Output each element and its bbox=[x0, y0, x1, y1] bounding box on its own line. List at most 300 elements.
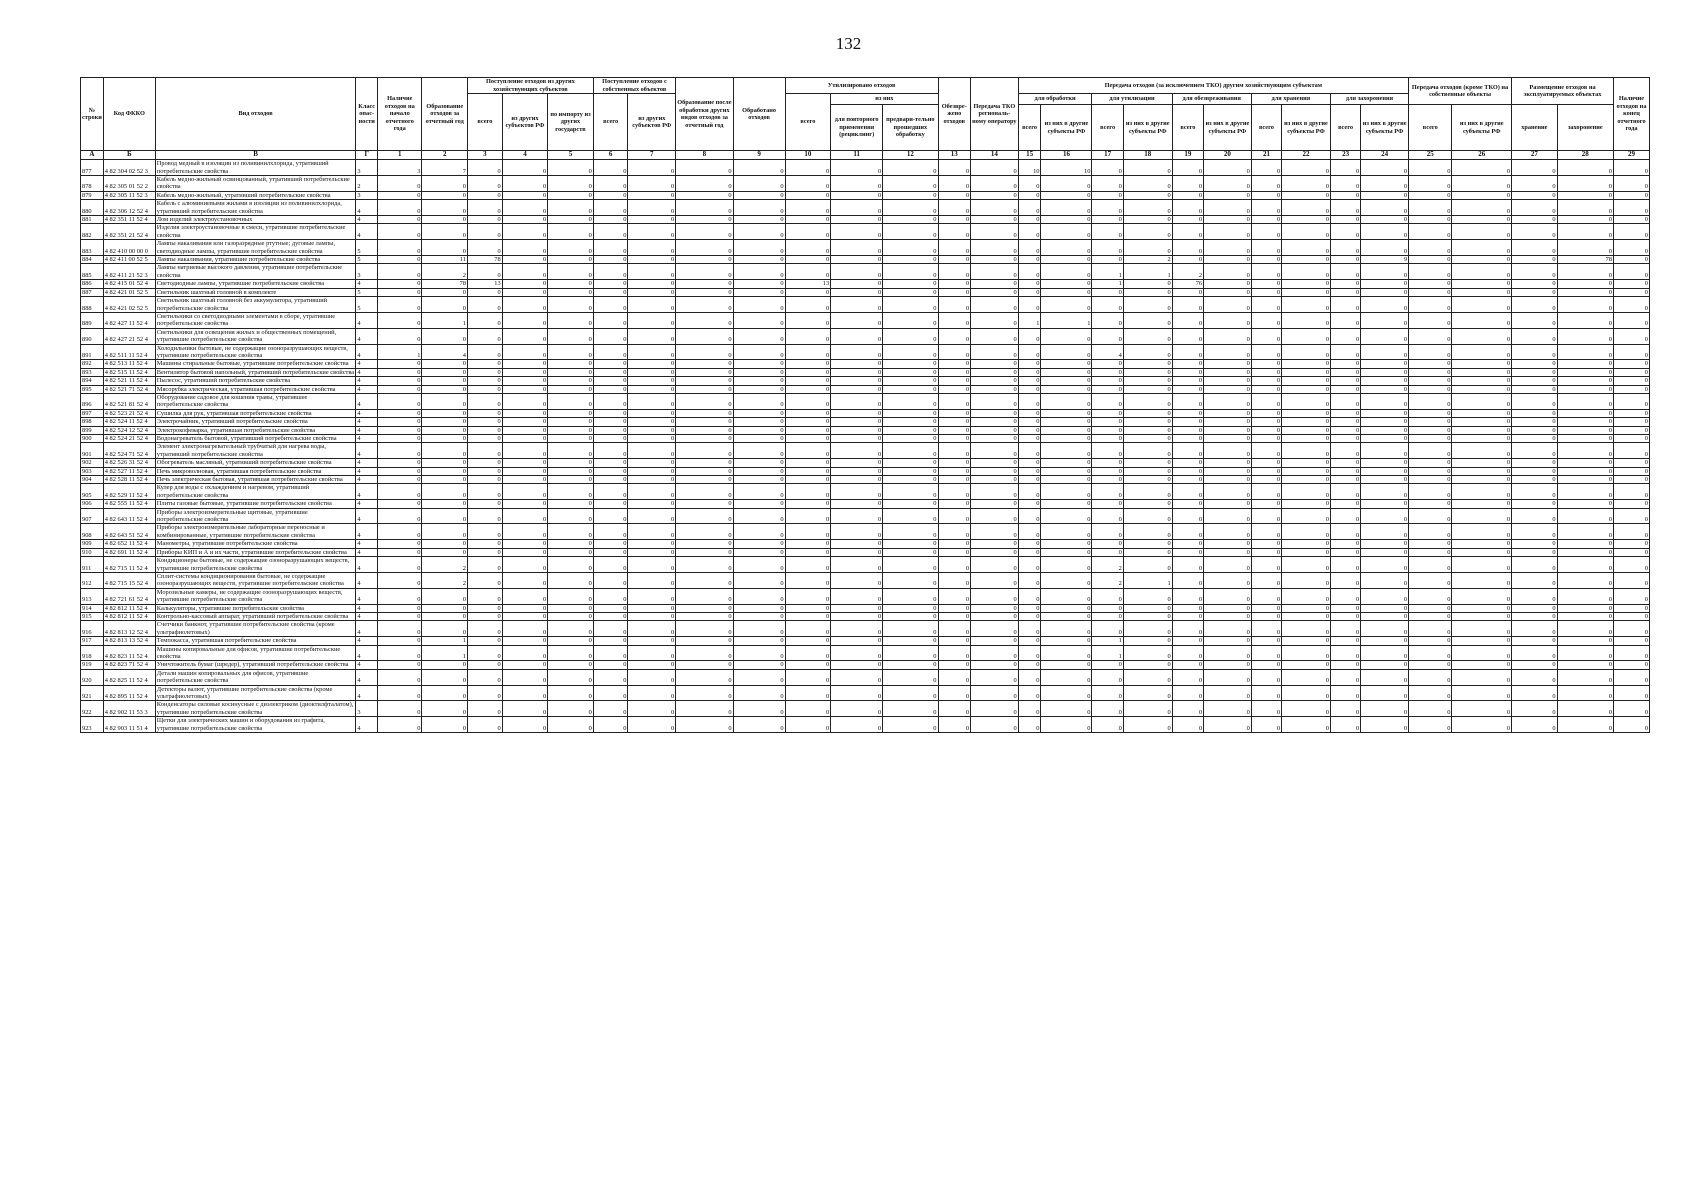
value-cell: 0 bbox=[1041, 328, 1092, 344]
column-number: 6 bbox=[593, 151, 628, 160]
value-cell: 0 bbox=[938, 621, 971, 637]
fkko-code: 4 82 410 00 00 0 bbox=[103, 240, 155, 256]
value-cell: 0 bbox=[1452, 508, 1512, 524]
value-cell: 0 bbox=[1092, 717, 1123, 733]
value-cell: 0 bbox=[1204, 216, 1252, 224]
header-burial: захоронение bbox=[1557, 105, 1613, 151]
value-cell: 0 bbox=[785, 418, 831, 426]
value-cell: 0 bbox=[1512, 508, 1558, 524]
value-cell: 0 bbox=[1092, 426, 1123, 434]
table-row bbox=[81, 328, 1650, 344]
value-cell: 0 bbox=[1452, 685, 1512, 701]
value-cell: 0 bbox=[502, 540, 548, 548]
value-cell: 0 bbox=[1018, 572, 1041, 588]
value-cell: 0 bbox=[1361, 160, 1409, 176]
value-cell: 0 bbox=[831, 435, 883, 443]
value-cell: 0 bbox=[1613, 484, 1649, 500]
value-cell: 0 bbox=[1123, 426, 1172, 434]
fkko-code: 4 82 524 11 52 4 bbox=[103, 418, 155, 426]
table-row bbox=[81, 297, 1650, 313]
value-cell: 0 bbox=[883, 377, 938, 385]
row-number: 886 bbox=[81, 280, 104, 288]
value-cell: 0 bbox=[1452, 661, 1512, 669]
value-cell: 0 bbox=[1512, 418, 1558, 426]
value-cell: 0 bbox=[1330, 557, 1360, 573]
table-row bbox=[81, 540, 1650, 548]
value-cell: 0 bbox=[733, 645, 785, 661]
value-cell: 0 bbox=[1282, 160, 1331, 176]
column-number: 25 bbox=[1409, 151, 1452, 160]
value-cell: 0 bbox=[1041, 240, 1092, 256]
value-cell: 0 bbox=[1251, 328, 1281, 344]
header-processed: Обработано отходов bbox=[733, 78, 785, 151]
value-cell: 0 bbox=[502, 572, 548, 588]
value-cell: 2 bbox=[422, 264, 468, 280]
value-cell: 0 bbox=[831, 524, 883, 540]
value-cell: 0 bbox=[971, 409, 1019, 417]
value-cell: 0 bbox=[1204, 191, 1252, 199]
value-cell: 0 bbox=[628, 548, 676, 556]
value-cell: 0 bbox=[378, 240, 422, 256]
value-cell: 0 bbox=[938, 557, 971, 573]
value-cell: 0 bbox=[1018, 426, 1041, 434]
value-cell: 0 bbox=[676, 548, 733, 556]
value-cell: 0 bbox=[676, 476, 733, 484]
value-cell: 0 bbox=[378, 459, 422, 467]
table-row bbox=[81, 685, 1650, 701]
value-cell: 2 bbox=[422, 557, 468, 573]
value-cell: 0 bbox=[1613, 685, 1649, 701]
value-cell: 0 bbox=[1361, 368, 1409, 376]
value-cell: 0 bbox=[676, 240, 733, 256]
value-cell: 0 bbox=[1409, 360, 1452, 368]
value-cell: 0 bbox=[785, 621, 831, 637]
value-cell: 0 bbox=[831, 612, 883, 620]
value-cell: 0 bbox=[971, 256, 1019, 264]
value-cell: 0 bbox=[1123, 224, 1172, 240]
value-cell: 0 bbox=[1092, 476, 1123, 484]
value-cell: 0 bbox=[1409, 661, 1452, 669]
value-cell: 0 bbox=[785, 524, 831, 540]
value-cell: 0 bbox=[971, 360, 1019, 368]
value-cell: 0 bbox=[378, 385, 422, 393]
table-row bbox=[81, 409, 1650, 417]
value-cell: 0 bbox=[883, 459, 938, 467]
value-cell: 0 bbox=[1172, 637, 1203, 645]
value-cell: 0 bbox=[628, 637, 676, 645]
value-cell: 0 bbox=[971, 669, 1019, 685]
value-cell: 0 bbox=[1613, 572, 1649, 588]
value-cell: 0 bbox=[1018, 476, 1041, 484]
value-cell: 0 bbox=[1282, 216, 1331, 224]
value-cell: 0 bbox=[1041, 200, 1092, 216]
value-cell: 0 bbox=[1330, 160, 1360, 176]
column-number: 18 bbox=[1123, 151, 1172, 160]
value-cell: 0 bbox=[1092, 409, 1123, 417]
value-cell: 0 bbox=[1330, 385, 1360, 393]
hazard-class: 5 bbox=[356, 288, 378, 296]
value-cell: 0 bbox=[1282, 717, 1331, 733]
value-cell: 0 bbox=[785, 377, 831, 385]
value-cell: 0 bbox=[733, 540, 785, 548]
value-cell: 0 bbox=[1452, 328, 1512, 344]
value-cell: 0 bbox=[1557, 500, 1613, 508]
value-cell: 0 bbox=[502, 637, 548, 645]
header-preprocessing: предвари-тельно прошедших обработку bbox=[883, 105, 938, 151]
value-cell: 0 bbox=[938, 685, 971, 701]
hazard-class: 4 bbox=[356, 418, 378, 426]
value-cell: 0 bbox=[422, 685, 468, 701]
value-cell: 0 bbox=[378, 435, 422, 443]
value-cell: 0 bbox=[1512, 224, 1558, 240]
fkko-code: 4 82 902 11 53 3 bbox=[103, 701, 155, 717]
value-cell: 0 bbox=[1172, 484, 1203, 500]
value-cell: 0 bbox=[1613, 216, 1649, 224]
value-cell: 0 bbox=[548, 426, 594, 434]
value-cell: 0 bbox=[1172, 312, 1203, 328]
value-cell: 0 bbox=[422, 669, 468, 685]
value-cell: 0 bbox=[1330, 459, 1360, 467]
value-cell: 0 bbox=[502, 297, 548, 313]
value-cell: 0 bbox=[1409, 717, 1452, 733]
header-start-stock: Наличие отходов на начало отчетного года bbox=[378, 78, 422, 151]
column-number: 15 bbox=[1018, 151, 1041, 160]
value-cell: 0 bbox=[785, 669, 831, 685]
hazard-class: 4 bbox=[356, 524, 378, 540]
column-number-row bbox=[81, 151, 1650, 160]
fkko-code: 4 82 643 51 52 4 bbox=[103, 524, 155, 540]
value-cell: 0 bbox=[1361, 685, 1409, 701]
fkko-code: 4 82 415 01 52 4 bbox=[103, 280, 155, 288]
waste-name: Плиты газовые бытовые, утратившие потребительские свойства bbox=[155, 500, 356, 508]
fkko-code: 4 82 521 11 52 4 bbox=[103, 377, 155, 385]
value-cell: 0 bbox=[1361, 297, 1409, 313]
value-cell: 0 bbox=[1123, 418, 1172, 426]
value-cell: 0 bbox=[938, 500, 971, 508]
value-cell: 0 bbox=[593, 191, 628, 199]
value-cell: 0 bbox=[628, 409, 676, 417]
value-cell: 0 bbox=[733, 476, 785, 484]
value-cell: 0 bbox=[548, 588, 594, 604]
fkko-code: 4 82 715 15 52 4 bbox=[103, 572, 155, 588]
value-cell: 0 bbox=[1123, 557, 1172, 573]
value-cell: 0 bbox=[883, 588, 938, 604]
value-cell: 0 bbox=[1282, 588, 1331, 604]
value-cell: 0 bbox=[1282, 508, 1331, 524]
value-cell: 0 bbox=[1282, 200, 1331, 216]
value-cell: 0 bbox=[1361, 604, 1409, 612]
value-cell: 0 bbox=[1282, 256, 1331, 264]
value-cell: 0 bbox=[1409, 200, 1452, 216]
value-cell: 0 bbox=[1512, 540, 1558, 548]
waste-name: Кабель с алюминиевыми жилами в изоляции из поливинилхлорида, утративший потребительские свойства bbox=[155, 200, 356, 216]
value-cell: 0 bbox=[1361, 176, 1409, 192]
value-cell: 0 bbox=[502, 409, 548, 417]
value-cell: 0 bbox=[548, 200, 594, 216]
value-cell: 0 bbox=[1251, 459, 1281, 467]
value-cell: 0 bbox=[628, 426, 676, 434]
value-cell: 0 bbox=[628, 701, 676, 717]
value-cell: 0 bbox=[1452, 540, 1512, 548]
value-cell: 0 bbox=[1172, 588, 1203, 604]
value-cell: 0 bbox=[1557, 368, 1613, 376]
value-cell: 0 bbox=[938, 701, 971, 717]
column-number: 16 bbox=[1041, 151, 1092, 160]
value-cell: 0 bbox=[1613, 368, 1649, 376]
value-cell: 0 bbox=[1251, 224, 1281, 240]
value-cell: 0 bbox=[422, 548, 468, 556]
value-cell: 0 bbox=[548, 604, 594, 612]
value-cell: 0 bbox=[1092, 467, 1123, 475]
value-cell: 0 bbox=[628, 280, 676, 288]
value-cell: 0 bbox=[1204, 443, 1252, 459]
value-cell: 0 bbox=[1123, 200, 1172, 216]
hazard-class: 4 bbox=[356, 572, 378, 588]
value-cell: 0 bbox=[1282, 385, 1331, 393]
header-after-processing: Образование после обработки других видов отходов за отчетный год bbox=[676, 78, 733, 151]
value-cell: 0 bbox=[676, 176, 733, 192]
value-cell: 0 bbox=[422, 588, 468, 604]
fkko-code: 4 82 813 12 52 4 bbox=[103, 621, 155, 637]
value-cell: 0 bbox=[676, 557, 733, 573]
waste-name: Изделия электроустановочные в смеси, утратившие потребительские свойства bbox=[155, 224, 356, 240]
hazard-class: 5 bbox=[356, 240, 378, 256]
value-cell: 0 bbox=[422, 360, 468, 368]
value-cell: 0 bbox=[938, 508, 971, 524]
value-cell: 0 bbox=[1409, 459, 1452, 467]
value-cell: 0 bbox=[1123, 191, 1172, 199]
value-cell: 0 bbox=[971, 637, 1019, 645]
value-cell: 0 bbox=[1172, 216, 1203, 224]
value-cell: 0 bbox=[548, 524, 594, 540]
value-cell: 1 bbox=[1092, 264, 1123, 280]
value-cell: 0 bbox=[883, 717, 938, 733]
waste-name: Лампы накаливания или газоразрядные ртутные; дуговые лампы, светодиодные лампы, утратившие потребительские свойства bbox=[155, 240, 356, 256]
value-cell: 0 bbox=[1409, 385, 1452, 393]
value-cell: 0 bbox=[1409, 621, 1452, 637]
value-cell: 0 bbox=[1251, 500, 1281, 508]
value-cell: 0 bbox=[1282, 409, 1331, 417]
value-cell: 0 bbox=[628, 508, 676, 524]
value-cell: 0 bbox=[883, 669, 938, 685]
value-cell: 0 bbox=[468, 200, 503, 216]
column-number: 22 bbox=[1282, 151, 1331, 160]
value-cell: 0 bbox=[1409, 435, 1452, 443]
value-cell: 0 bbox=[628, 216, 676, 224]
value-cell: 0 bbox=[831, 661, 883, 669]
value-cell: 0 bbox=[1018, 645, 1041, 661]
value-cell: 0 bbox=[831, 467, 883, 475]
table-row bbox=[81, 637, 1650, 645]
header-for-utilization: для утилизации bbox=[1092, 94, 1172, 105]
hazard-class: 4 bbox=[356, 328, 378, 344]
row-number: 883 bbox=[81, 240, 104, 256]
value-cell: 0 bbox=[1512, 328, 1558, 344]
value-cell: 0 bbox=[785, 160, 831, 176]
value-cell: 0 bbox=[1361, 508, 1409, 524]
row-number: 897 bbox=[81, 409, 104, 417]
value-cell: 0 bbox=[971, 191, 1019, 199]
value-cell: 0 bbox=[1409, 524, 1452, 540]
value-cell: 0 bbox=[1041, 297, 1092, 313]
value-cell: 0 bbox=[971, 612, 1019, 620]
value-cell: 0 bbox=[628, 240, 676, 256]
value-cell: 10 bbox=[1018, 160, 1041, 176]
fkko-code: 4 82 523 21 52 4 bbox=[103, 409, 155, 417]
value-cell: 0 bbox=[502, 385, 548, 393]
value-cell: 0 bbox=[1251, 344, 1281, 360]
value-cell: 0 bbox=[628, 328, 676, 344]
value-cell: 0 bbox=[1557, 717, 1613, 733]
value-cell: 0 bbox=[1123, 435, 1172, 443]
value-cell: 0 bbox=[1512, 264, 1558, 280]
waste-name: Щетки для электрических машин и оборудования из графита, утратившие потребительские свойства bbox=[155, 717, 356, 733]
column-number: 2 bbox=[422, 151, 468, 160]
hazard-class: 4 bbox=[356, 377, 378, 385]
value-cell: 0 bbox=[628, 393, 676, 409]
value-cell: 0 bbox=[1123, 637, 1172, 645]
value-cell: 0 bbox=[883, 572, 938, 588]
value-cell: 0 bbox=[785, 200, 831, 216]
row-number: 906 bbox=[81, 500, 104, 508]
value-cell: 0 bbox=[548, 443, 594, 459]
hazard-class: 4 bbox=[356, 621, 378, 637]
value-cell: 0 bbox=[1172, 256, 1203, 264]
value-cell: 0 bbox=[1172, 368, 1203, 376]
fkko-code: 4 82 421 02 52 5 bbox=[103, 297, 155, 313]
table-header bbox=[81, 78, 1650, 160]
value-cell: 0 bbox=[1512, 393, 1558, 409]
value-cell: 0 bbox=[1409, 588, 1452, 604]
value-cell: 0 bbox=[468, 661, 503, 669]
value-cell: 0 bbox=[628, 435, 676, 443]
value-cell: 0 bbox=[971, 160, 1019, 176]
column-number: Б bbox=[103, 151, 155, 160]
value-cell: 0 bbox=[1512, 312, 1558, 328]
value-cell: 0 bbox=[378, 621, 422, 637]
value-cell: 0 bbox=[1041, 540, 1092, 548]
hazard-class: 4 bbox=[356, 637, 378, 645]
value-cell: 0 bbox=[422, 409, 468, 417]
header-received-total: всего bbox=[468, 94, 503, 151]
value-cell: 0 bbox=[1330, 548, 1360, 556]
value-cell: 0 bbox=[1409, 508, 1452, 524]
value-cell: 0 bbox=[1557, 524, 1613, 540]
value-cell: 0 bbox=[831, 604, 883, 612]
value-cell: 0 bbox=[378, 484, 422, 500]
fkko-code: 4 82 306 12 52 4 bbox=[103, 200, 155, 216]
value-cell: 0 bbox=[1251, 297, 1281, 313]
value-cell: 0 bbox=[1251, 385, 1281, 393]
waste-report-table bbox=[80, 77, 1650, 733]
value-cell: 0 bbox=[1452, 443, 1512, 459]
value-cell: 0 bbox=[378, 540, 422, 548]
value-cell: 0 bbox=[502, 701, 548, 717]
value-cell: 0 bbox=[1018, 393, 1041, 409]
value-cell: 0 bbox=[1204, 612, 1252, 620]
value-cell: 0 bbox=[883, 385, 938, 393]
value-cell: 0 bbox=[1557, 572, 1613, 588]
column-number: 5 bbox=[548, 151, 594, 160]
value-cell: 0 bbox=[676, 224, 733, 240]
value-cell: 0 bbox=[883, 393, 938, 409]
value-cell: 0 bbox=[1512, 459, 1558, 467]
value-cell: 0 bbox=[593, 604, 628, 612]
header-own-transfer-total: всего bbox=[1409, 105, 1452, 151]
header-placement-group: Размещение отходов на эксплуатируемых объектах bbox=[1512, 78, 1614, 105]
column-number: 28 bbox=[1557, 151, 1613, 160]
column-number: 29 bbox=[1613, 151, 1649, 160]
value-cell: 0 bbox=[971, 548, 1019, 556]
value-cell: 0 bbox=[938, 717, 971, 733]
value-cell: 0 bbox=[593, 160, 628, 176]
column-number: 3 bbox=[468, 151, 503, 160]
value-cell: 0 bbox=[1282, 612, 1331, 620]
value-cell: 0 bbox=[1123, 176, 1172, 192]
value-cell: 0 bbox=[1172, 557, 1203, 573]
hazard-class: 4 bbox=[356, 393, 378, 409]
value-cell: 0 bbox=[971, 661, 1019, 669]
hazard-class: 4 bbox=[356, 426, 378, 434]
value-cell: 0 bbox=[593, 459, 628, 467]
fkko-code: 4 82 825 11 52 4 bbox=[103, 669, 155, 685]
value-cell: 0 bbox=[1409, 604, 1452, 612]
value-cell: 0 bbox=[1204, 288, 1252, 296]
waste-name: Обогреватель масляный, утративший потребительские свойства bbox=[155, 459, 356, 467]
value-cell: 0 bbox=[1330, 685, 1360, 701]
value-cell: 0 bbox=[733, 344, 785, 360]
value-cell: 0 bbox=[548, 360, 594, 368]
value-cell: 0 bbox=[785, 604, 831, 612]
value-cell: 0 bbox=[1204, 368, 1252, 376]
value-cell: 0 bbox=[378, 467, 422, 475]
value-cell: 0 bbox=[733, 176, 785, 192]
value-cell: 0 bbox=[1204, 256, 1252, 264]
value-cell: 0 bbox=[1361, 476, 1409, 484]
hazard-class: 4 bbox=[356, 360, 378, 368]
value-cell: 0 bbox=[548, 476, 594, 484]
value-cell: 0 bbox=[1204, 524, 1252, 540]
value-cell: 0 bbox=[1557, 191, 1613, 199]
value-cell: 0 bbox=[468, 540, 503, 548]
value-cell: 0 bbox=[468, 548, 503, 556]
value-cell: 0 bbox=[883, 612, 938, 620]
value-cell: 0 bbox=[1361, 224, 1409, 240]
value-cell: 0 bbox=[628, 191, 676, 199]
value-cell: 0 bbox=[1251, 717, 1281, 733]
value-cell: 0 bbox=[1512, 368, 1558, 376]
value-cell: 0 bbox=[1123, 459, 1172, 467]
fkko-code: 4 82 903 11 51 4 bbox=[103, 717, 155, 733]
value-cell: 0 bbox=[422, 393, 468, 409]
value-cell: 0 bbox=[1251, 604, 1281, 612]
value-cell: 0 bbox=[1041, 224, 1092, 240]
value-cell: 0 bbox=[502, 160, 548, 176]
header-utilized-total: всего bbox=[785, 94, 831, 151]
value-cell: 0 bbox=[502, 484, 548, 500]
value-cell: 0 bbox=[468, 669, 503, 685]
value-cell: 0 bbox=[1172, 476, 1203, 484]
fkko-code: 4 82 524 71 52 4 bbox=[103, 443, 155, 459]
value-cell: 0 bbox=[1041, 176, 1092, 192]
value-cell: 0 bbox=[468, 409, 503, 417]
value-cell: 2 bbox=[1092, 572, 1123, 588]
value-cell: 0 bbox=[628, 588, 676, 604]
value-cell: 0 bbox=[1282, 701, 1331, 717]
value-cell: 0 bbox=[1041, 476, 1092, 484]
value-cell: 0 bbox=[1409, 224, 1452, 240]
value-cell: 0 bbox=[785, 240, 831, 256]
